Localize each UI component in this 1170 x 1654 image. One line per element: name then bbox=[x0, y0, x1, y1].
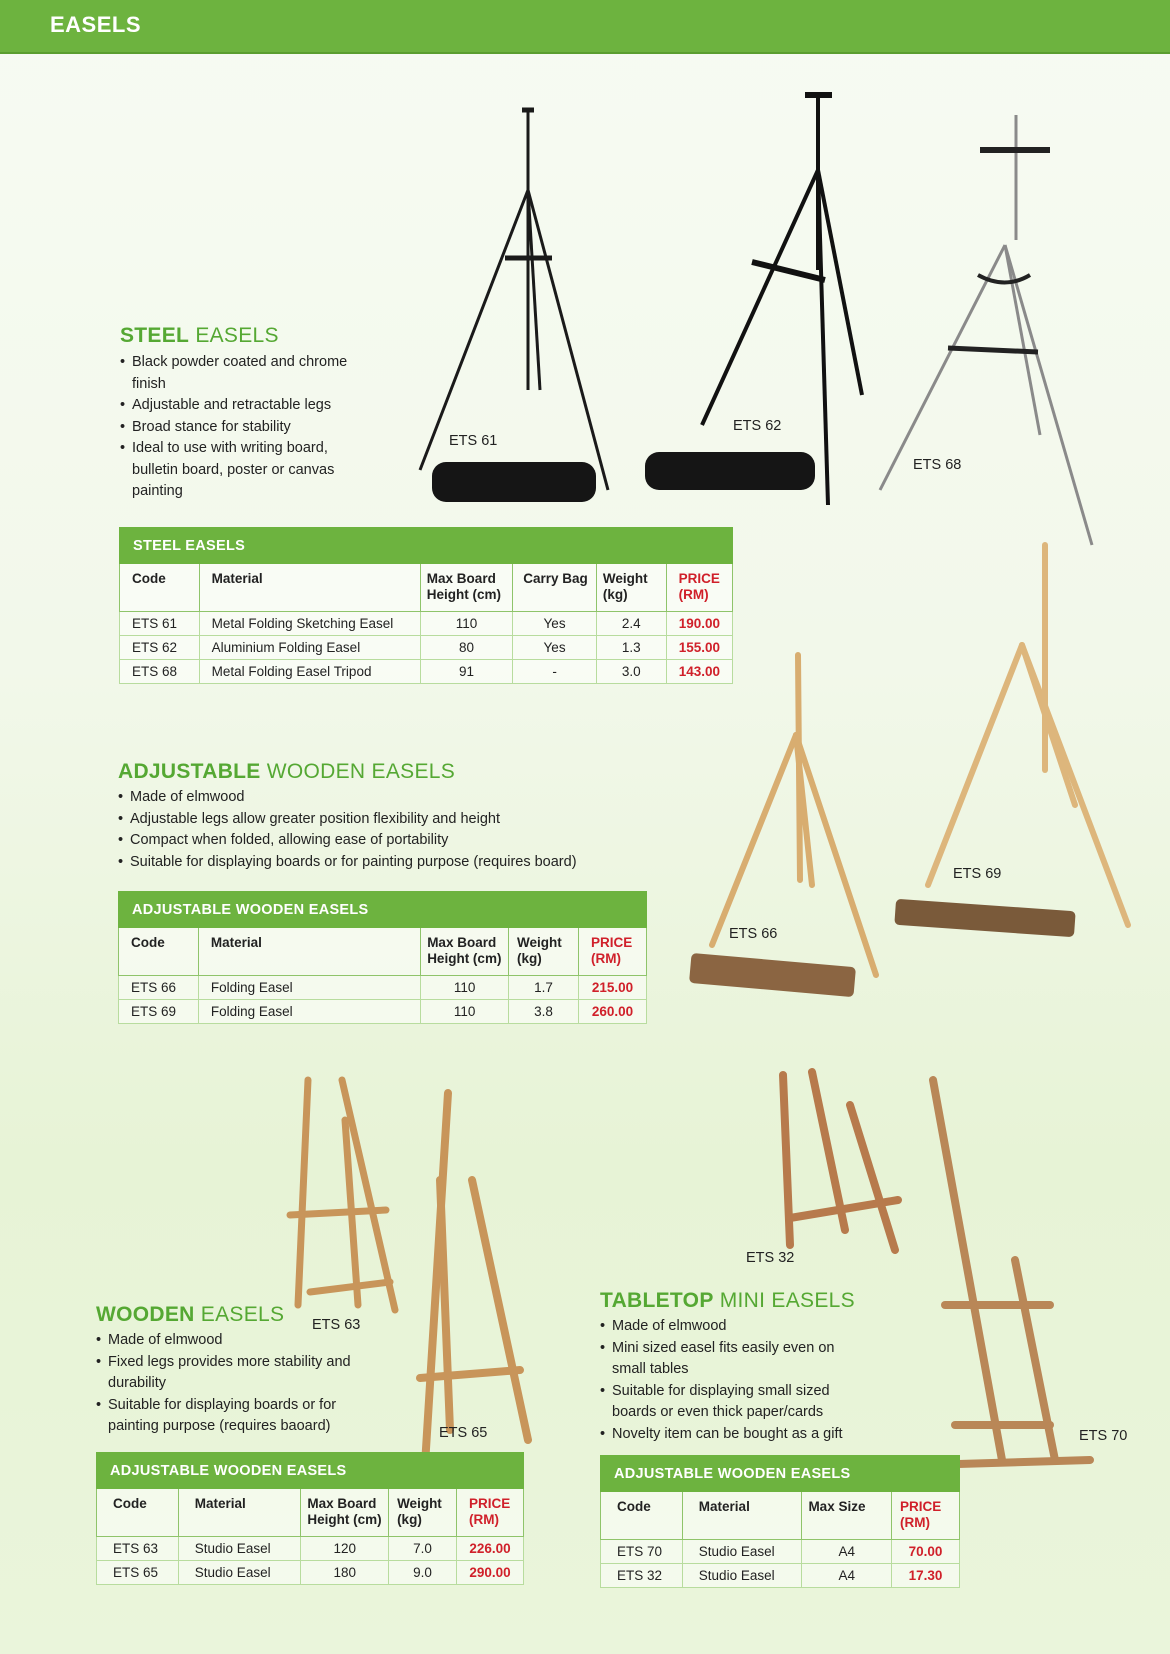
column-header: PRICE (RM) bbox=[666, 564, 732, 612]
ets-69-folded-box bbox=[894, 899, 1075, 937]
list-item: • Suitable for displaying boards or for painting purpose (requires board) bbox=[118, 852, 638, 874]
column-header: PRICE (RM) bbox=[456, 1489, 523, 1537]
table-caption: ADJUSTABLE WOODEN EASELS bbox=[119, 892, 647, 928]
list-item: • Adjustable and retractable legs bbox=[120, 395, 360, 417]
column-header: Max Size bbox=[802, 1492, 892, 1540]
table-caption: ADJUSTABLE WOODEN EASELS bbox=[97, 1453, 524, 1489]
product-label-ets-62: ETS 62 bbox=[733, 418, 782, 434]
product-label-ets-70: ETS 70 bbox=[1079, 1428, 1128, 1444]
column-header: Weight (kg) bbox=[596, 564, 666, 612]
steel-easels-features bbox=[120, 352, 360, 503]
list-item: • Novelty item can be bought as a gift bbox=[600, 1424, 850, 1446]
list-item: • Made of elmwood bbox=[600, 1316, 850, 1338]
tabletop-mini-easels-features bbox=[600, 1316, 850, 1445]
table-caption: ADJUSTABLE WOODEN EASELS bbox=[601, 1456, 960, 1492]
table-row: ETS 70 Studio Easel A4 70.00 bbox=[601, 1540, 960, 1564]
column-header: Code bbox=[120, 564, 200, 612]
product-label-ets-63: ETS 63 bbox=[312, 1317, 361, 1333]
table-row: ETS 63 Studio Easel 120 7.0 226.00 bbox=[97, 1537, 524, 1561]
adjustable-wooden-easels-features bbox=[118, 787, 638, 873]
product-label-ets-61: ETS 61 bbox=[449, 433, 498, 449]
column-header: Material bbox=[682, 1492, 802, 1540]
column-header: Max Board Height (cm) bbox=[301, 1489, 389, 1537]
table-row: ETS 62 Aluminium Folding Easel 80 Yes 1.3 155.00 bbox=[120, 636, 733, 660]
table-row: ETS 69 Folding Easel 110 3.8 260.00 bbox=[119, 1000, 647, 1024]
column-header: Weight (kg) bbox=[389, 1489, 457, 1537]
table-row: ETS 68 Metal Folding Easel Tripod 91 - 3.0 143.00 bbox=[120, 660, 733, 684]
product-label-ets-68: ETS 68 bbox=[913, 457, 962, 473]
adjustable-wooden-easels-heading: ADJUSTABLE WOODEN EASELS bbox=[118, 760, 456, 783]
ets-61-carry-bag bbox=[432, 462, 596, 502]
ets-62-carry-bag bbox=[645, 452, 815, 490]
table-row: ETS 65 Studio Easel 180 9.0 290.00 bbox=[97, 1561, 524, 1585]
list-item: • Adjustable legs allow greater position flexibility and height bbox=[118, 809, 638, 831]
page-title: EASELS bbox=[50, 12, 142, 37]
column-header: Code bbox=[601, 1492, 683, 1540]
column-header: Weight (kg) bbox=[509, 928, 579, 976]
wooden-easels-heading: WOODEN EASELS bbox=[96, 1303, 285, 1326]
tabletop-mini-easels-heading: TABLETOP MINI EASELS bbox=[600, 1289, 855, 1312]
ets-32-easel-image bbox=[783, 1072, 898, 1250]
list-item: • Ideal to use with writing board, bulletin board, poster or canvas painting bbox=[120, 438, 360, 503]
steel-easels-heading: STEEL EASELS bbox=[120, 324, 279, 347]
product-label-ets-65: ETS 65 bbox=[439, 1425, 488, 1441]
list-item: • Mini sized easel fits easily even on small tables bbox=[600, 1338, 850, 1381]
column-header: Max Board Height (cm) bbox=[420, 564, 512, 612]
list-item: • Black powder coated and chrome finish bbox=[120, 352, 360, 395]
ets-66-folded-box bbox=[689, 953, 856, 997]
column-header: Code bbox=[97, 1489, 179, 1537]
ets-70-easel-image bbox=[925, 1080, 1090, 1465]
column-header: Carry Bag bbox=[513, 564, 597, 612]
table-row: ETS 61 Metal Folding Sketching Easel 110 Yes 2.4 190.00 bbox=[120, 612, 733, 636]
ets-62-easel-image bbox=[702, 95, 862, 505]
product-label-ets-69: ETS 69 bbox=[953, 866, 1002, 882]
column-header: Code bbox=[119, 928, 199, 976]
column-header: Max Board Height (cm) bbox=[421, 928, 509, 976]
table-caption: STEEL EASELS bbox=[120, 528, 733, 564]
list-item: • Suitable for displaying small sized boards or even thick paper/cards bbox=[600, 1381, 850, 1424]
list-item: • Suitable for displaying boards or for painting purpose (requires baoard) bbox=[96, 1395, 366, 1438]
steel-easels-table bbox=[119, 527, 733, 684]
list-item: • Made of elmwood bbox=[96, 1330, 366, 1352]
list-item: • Broad stance for stability bbox=[120, 417, 360, 439]
wooden-easels-features bbox=[96, 1330, 366, 1438]
ets-68-easel-image bbox=[880, 115, 1092, 545]
tabletop-mini-easels-table bbox=[600, 1455, 960, 1588]
wooden-easels-table bbox=[96, 1452, 524, 1585]
ets-65-easel-image bbox=[420, 1093, 528, 1465]
product-label-ets-32: ETS 32 bbox=[746, 1250, 795, 1266]
column-header: Material bbox=[178, 1489, 301, 1537]
table-row: ETS 66 Folding Easel 110 1.7 215.00 bbox=[119, 976, 647, 1000]
column-header: PRICE (RM) bbox=[892, 1492, 960, 1540]
list-item: • Made of elmwood bbox=[118, 787, 638, 809]
column-header: PRICE (RM) bbox=[578, 928, 646, 976]
column-header: Material bbox=[199, 564, 420, 612]
adjustable-wooden-easels-table bbox=[118, 891, 647, 1024]
product-label-ets-66: ETS 66 bbox=[729, 926, 778, 942]
column-header: Material bbox=[198, 928, 420, 976]
table-row: ETS 32 Studio Easel A4 17.30 bbox=[601, 1564, 960, 1588]
list-item: • Compact when folded, allowing ease of portability bbox=[118, 830, 638, 852]
ets-63-easel-image bbox=[290, 1080, 395, 1310]
list-item: • Fixed legs provides more stability and durability bbox=[96, 1352, 366, 1395]
